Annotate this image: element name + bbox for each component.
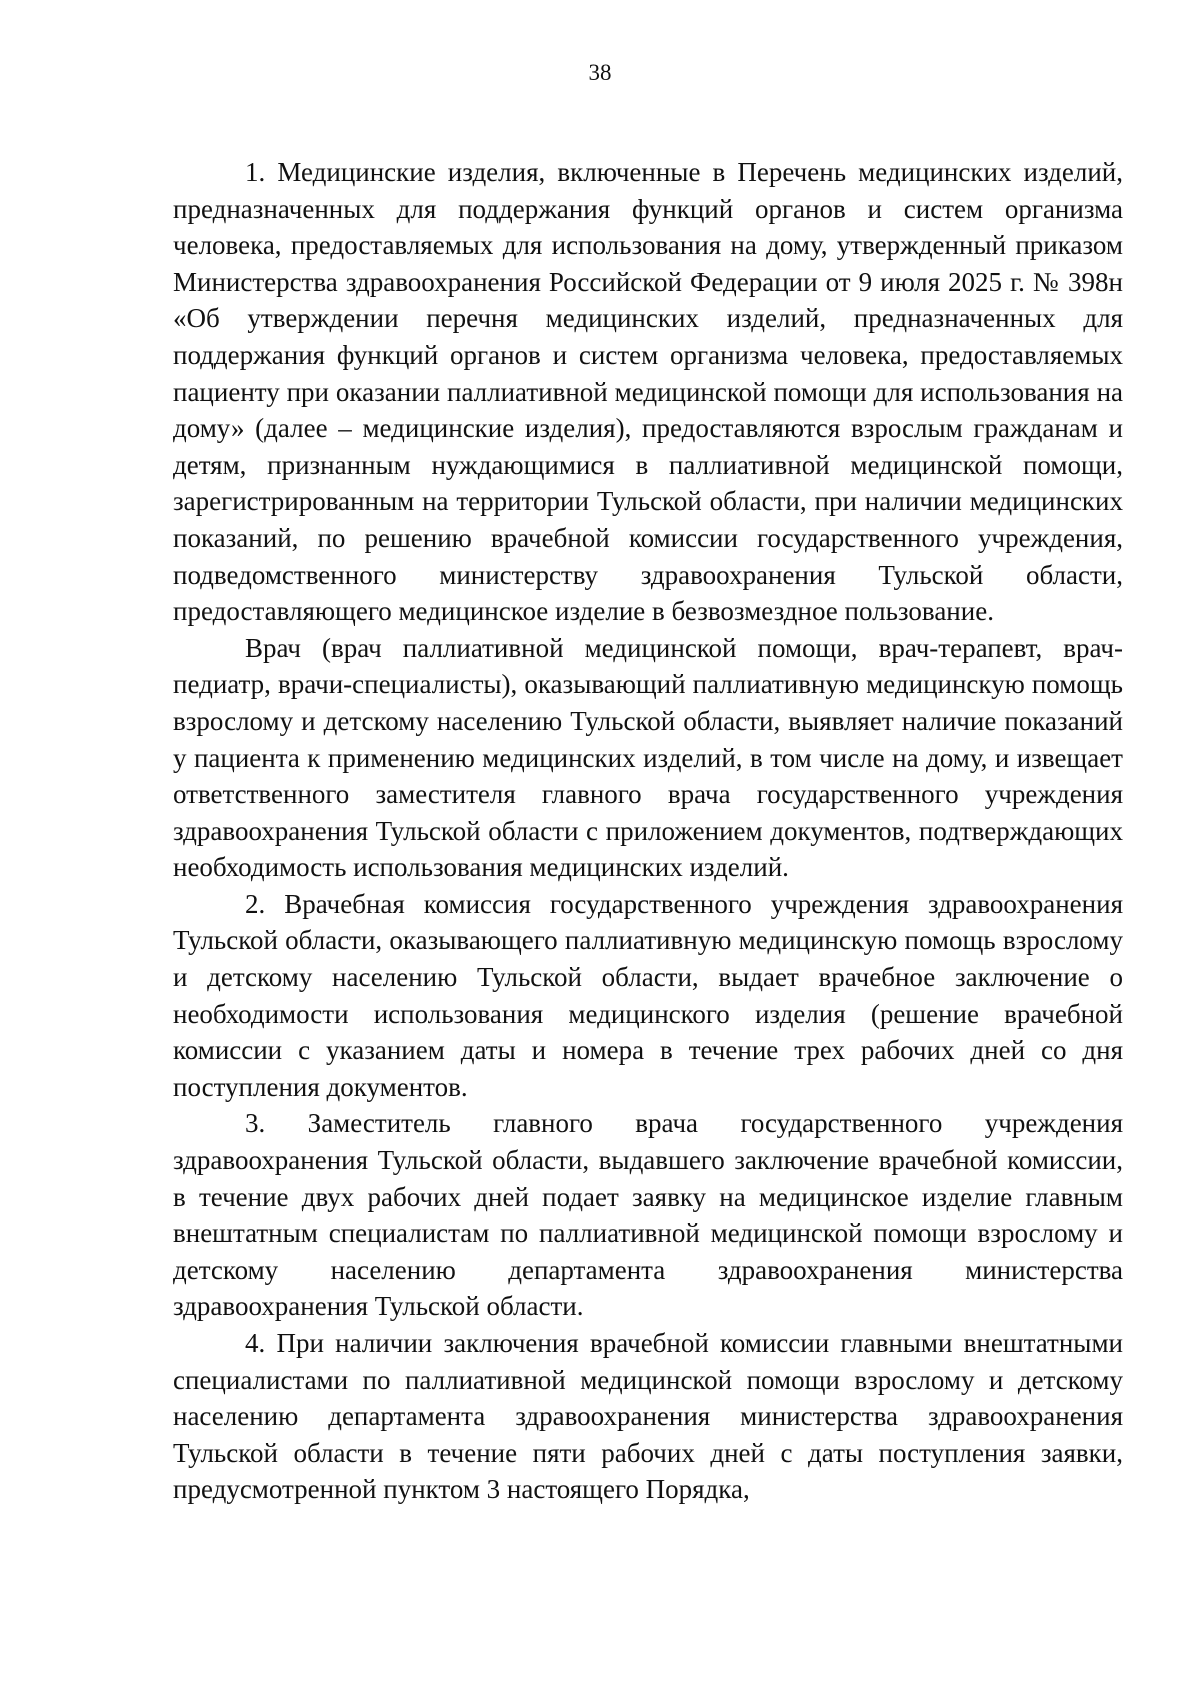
page-number: 38	[588, 60, 612, 85]
paragraph-doctor-duties: Врач (врач паллиативной медицинской помощи, врач-терапевт, врач-педиатр, врачи-специалисты), оказывающий паллиативную медицинскую помощь взрослому и детскому населению Тульской области, выявляет наличие показаний у пациента к применению медицинских изделий, в том числе на дому, и извещает ответственного заместителя главного врача государственного учреждения здравоохранения Тульской области с приложением документов, подтверждающих необходимость использования медицинских изделий.	[173, 632, 1123, 883]
paragraph-2-medical-commission: 2. Врачебная комиссия государственного учреждения здравоохранения Тульской области, оказывающего паллиативную медицинскую помощь взрослому и детскому населению Тульской области, выдает врачебное заключение о необходимости использования медицинского изделия (решение врачебной комиссии с указанием даты и номера в течение трех рабочих дней со дня поступления документов.	[173, 888, 1123, 1102]
document-body	[173, 154, 1123, 1508]
paragraph-4-chief-specialists: 4. При наличии заключения врачебной комиссии главными внештатными специалистами по паллиативной медицинской помощи взрослому и детскому населению департамента здравоохранения министерства здравоохранения Тульской области в течение пяти рабочих дней с даты поступления заявки, предусмотренной пунктом 3 настоящего Порядка,	[173, 1328, 1123, 1505]
paragraph-3-deputy-chief: 3. Заместитель главного врача государственного учреждения здравоохранения Тульской области, выдавшего заключение врачебной комиссии, в течение двух рабочих дней подает заявку на медицинское изделие главным внештатным специалистам по паллиативной медицинской помощи взрослому и детскому населению департамента здравоохранения министерства здравоохранения Тульской области.	[173, 1108, 1123, 1322]
paragraph-1-medical-devices: 1. Медицинские изделия, включенные в Перечень медицинских изделий, предназначенных для поддержания функций органов и систем организма человека, предоставляемых для использования на дому, утвержденный приказом Министерства здравоохранения Российской Федерации от 9 июля 2025 г. № 398н «Об утверждении перечня медицинских изделий, предназначенных для поддержания функций органов и систем организма человека, предоставляемых пациенту при оказании паллиативной медицинской помощи для использования на дому» (далее – медицинские изделия), предоставляются взрослым гражданам и детям, признанным нуждающимися в паллиативной медицинской помощи, зарегистрированным на территории Тульской области, при наличии медицинских показаний, по решению врачебной комиссии государственного учреждения, подведомственного министерству здравоохранения Тульской области, предоставляющего медицинское изделие в безвозмездное пользование.	[173, 157, 1123, 627]
